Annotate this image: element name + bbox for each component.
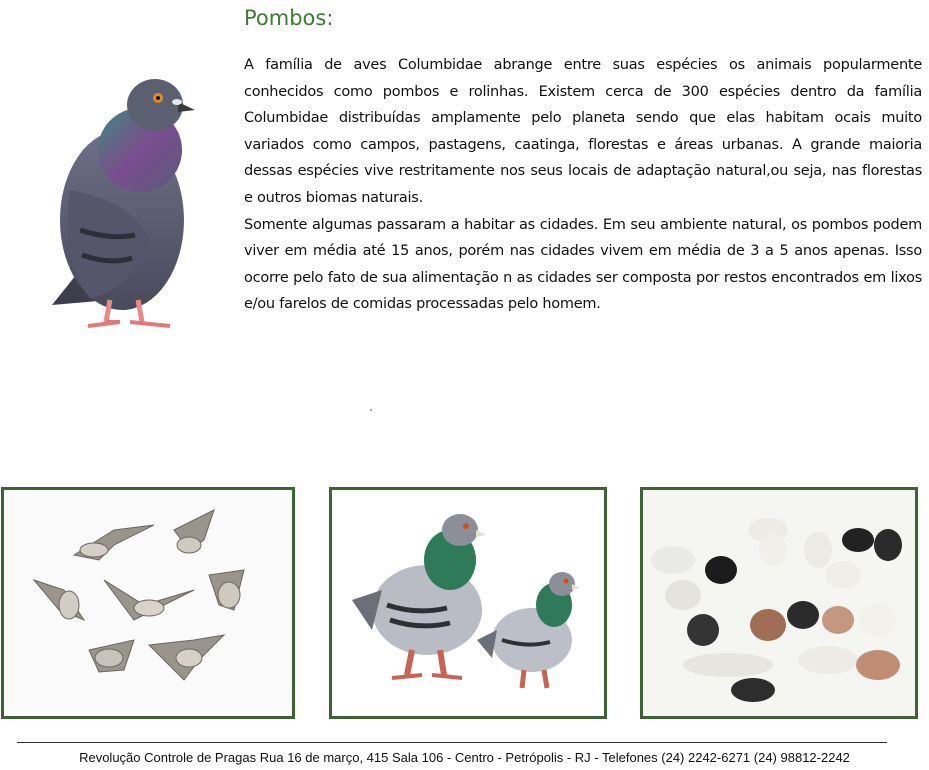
mixed-pigeons-photo-frame	[640, 487, 918, 719]
body-text	[244, 52, 922, 318]
footer-divider	[17, 742, 887, 743]
paragraph-intro: A família de aves Columbidae abrange entre suas espécies os animais popularmente conhecidos como pombos e rolinhas. Existem cerca de 300 espécies dentro da família Columbidae distribuídas amplamente pelo planeta sendo que elas habitam ocais muito variados como campos, pastagens, caatinga, florestas e áreas urbanas. A grande maioria dessas espécies vive restritamente nos seus locais de adaptação natural,ou seja, nas florestas e outros biomas naturais.	[244, 57, 922, 206]
racing-pigeons-photo-frame	[329, 487, 607, 719]
mixed-pigeons-image	[643, 490, 915, 716]
stray-dot	[370, 409, 372, 411]
hero-pigeon-image	[40, 60, 210, 340]
racing-pigeons-image	[332, 490, 604, 716]
page-title: Pombos:	[244, 6, 334, 30]
paragraph-cities: Somente algumas passaram a habitar as cidades. Em seu ambiente natural, os pombos podem viver em média até 15 anos, porém nas cidades vivem em média de 3 a 5 anos apenas. Isso ocorre pelo fato de sua alimentação n as cidades ser composta por restos encontrados em lixos e/ou farelos de comidas processadas pelo homem.	[244, 216, 922, 313]
flying-pigeons-image	[4, 490, 292, 716]
flying-pigeons-photo-frame	[1, 487, 295, 719]
footer-contact: Revolução Controle de Pragas Rua 16 de março, 415 Sala 106 - Centro - Petrópolis - RJ - Telefones (24) 2242-6271 (24) 98812-2242	[79, 750, 850, 765]
